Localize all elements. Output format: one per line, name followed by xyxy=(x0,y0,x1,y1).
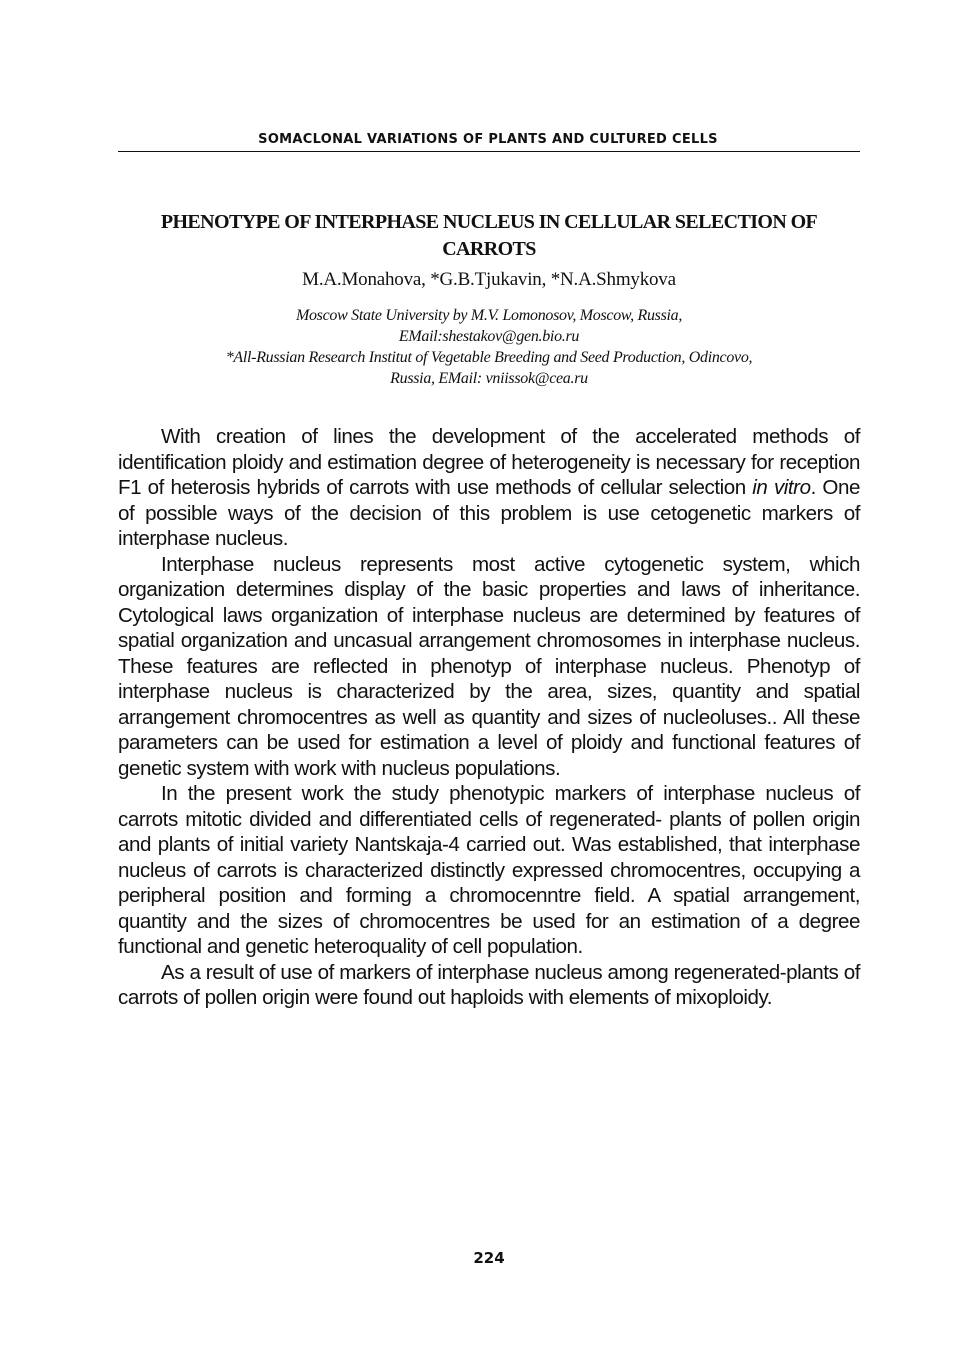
paragraph-4: As a result of use of markers of interphase nucleus among regenerated-plants of carrots of pollen origin were found out haploids with elements of mixoploidy. xyxy=(118,960,860,1009)
affiliation-2-email: Russia, EMail: vniissok@cea.ru xyxy=(390,370,588,387)
affiliation-1-email: EMail:shestakov@gen.bio.ru xyxy=(398,328,580,345)
affiliation-1 xyxy=(118,305,860,347)
affiliation-2 xyxy=(118,347,860,389)
affiliation-2-line-1: *All-Russian Research Institut of Vegetable Breeding and Seed Production, Odincovo, xyxy=(225,349,753,366)
page-number: 224 xyxy=(473,1249,505,1267)
header-rule xyxy=(118,151,860,152)
article-title xyxy=(118,209,860,263)
affiliation-1-line-1: Moscow State University by M.V. Lomonosov, Moscow, Russia, xyxy=(295,307,683,324)
article-body xyxy=(118,424,860,1011)
paragraph-3: In the present work the study phenotypic markers of interphase nucleus of carrots mitotic divided and differentiated cells of regenerated- plants of pollen origin and plants of initial variety Nantskaja-4 carried out. Was established, that interphase nucleus of carrots is characterized distinctly expressed chromocentres, occupying a peripheral position and forming a chromocenntre field. A spatial arrangement, quantity and the sizes of chromocentres be used for an estimation of a degree functional and genetic heteroquality of cell population. xyxy=(118,782,860,958)
running-header: SOMACLONAL VARIATIONS OF PLANTS AND CULTURED CELLS xyxy=(258,132,718,147)
paragraph-1 xyxy=(118,424,860,552)
paragraph-1-italic: in vitro xyxy=(752,476,811,499)
paragraph-1-text-b: . One of possible ways of the decision of this problem is use cetogenetic markers of interphase nucleus. xyxy=(118,476,860,550)
title-line-2: CARROTS xyxy=(442,238,536,260)
title-line-1: PHENOTYPE OF INTERPHASE NUCLEUS IN CELLULAR SELECTION OF xyxy=(160,211,818,233)
paragraph-1-text-a: With creation of lines the development of the accelerated methods of identification ploidy and estimation degree of heterogeneity is necessary for reception F1 of heterosis hybrids of carrots with use methods of cellular selection xyxy=(118,425,860,499)
authors: M.A.Monahova, *G.B.Tjukavin, *N.A.Shmykova xyxy=(302,269,676,290)
paragraph-2: Interphase nucleus represents most active cytogenetic system, which organization determines display of the basic properties and laws of inheritance. Cytological laws organization of interphase nucleus are determined by features of spatial organization and uncasual arrangement chromosomes in interphase nucleus. These features are reflected in phenotyp of interphase nucleus. Phenotyp of interphase nucleus is characterized by the area, sizes, quantity and spatial arrangement chromocentres as well as quantity and sizes of nucleoluses.. All these parameters can be used for estimation a level of ploidy and functional features of genetic system with work with nucleus populations. xyxy=(118,552,860,780)
article-heading xyxy=(118,209,860,389)
